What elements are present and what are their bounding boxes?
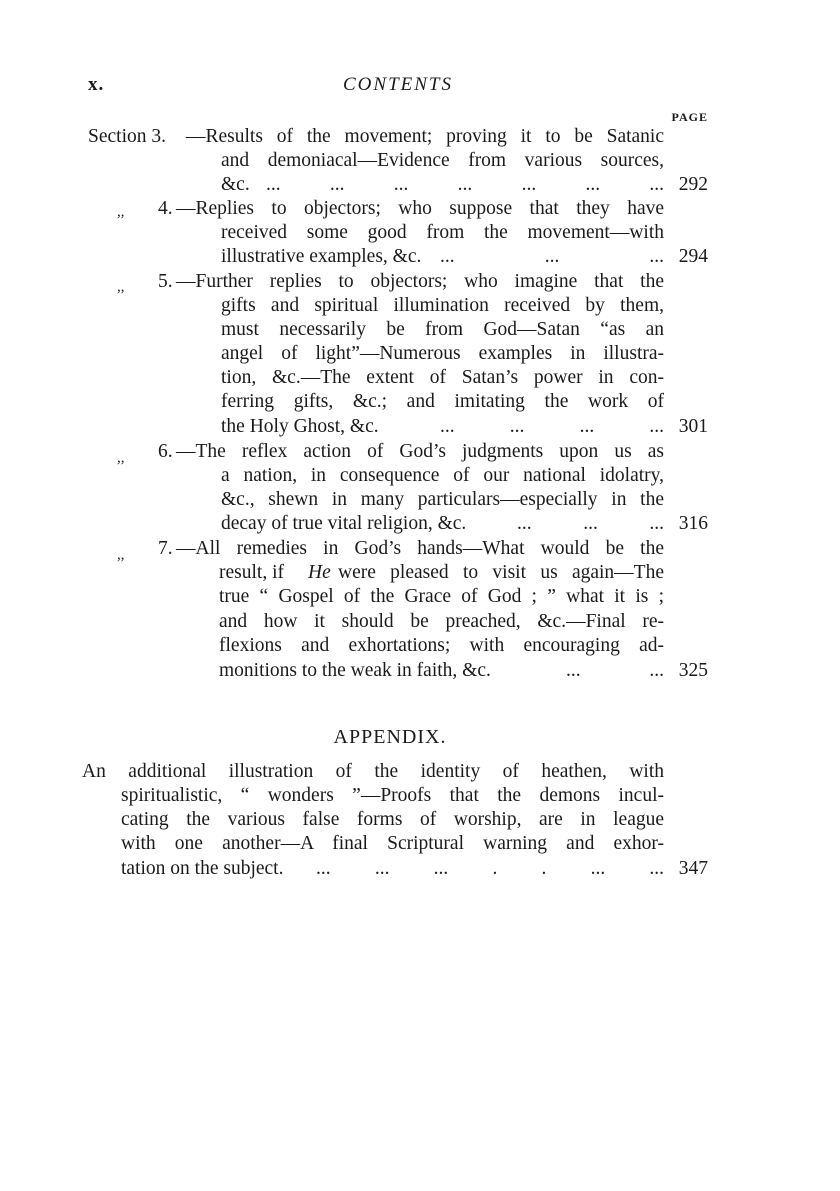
leader-dots: ... ... ...	[517, 513, 664, 534]
entry-line: —All remedies in God’s hands—What would be the	[176, 538, 664, 559]
entry-line: —Further replies to objectors; who imagine that the	[176, 271, 664, 292]
entry-line: the Holy Ghost, &c.	[221, 416, 379, 437]
emphasized-word: He	[308, 562, 331, 583]
entry-line: and demoniacal—Evidence from various sources,	[221, 150, 664, 171]
entry-line: An additional illustration of the identity of heathen, with	[82, 761, 664, 782]
ditto-mark: ,,	[117, 279, 125, 295]
entry-line: —The reflex action of God’s judgments upon us as	[176, 441, 664, 462]
ditto-mark: ,,	[117, 450, 125, 466]
entry-line: decay of true vital religion, &c.	[221, 513, 467, 534]
section-number: 5.	[158, 271, 173, 292]
page-ref: 292	[678, 174, 708, 195]
entry-line: gifts and spiritual illumination received by them,	[221, 295, 664, 316]
running-head	[88, 74, 708, 104]
page-number: x.	[88, 74, 105, 95]
leader-dots: ... ... ... . . ... ...	[316, 858, 664, 879]
entry-line: result, if	[219, 562, 284, 583]
entry-line: —Results of the movement; proving it to be Satanic	[186, 126, 664, 147]
entry-line: were pleased to visit us again—The	[338, 562, 664, 583]
page-column-label: PAGE	[671, 110, 708, 124]
entry-line: &c., shewn in many particulars—especially in the	[221, 489, 664, 510]
entry-line: tation on the subject.	[121, 858, 284, 879]
section-number: 7.	[158, 538, 173, 559]
entry-line: received some good from the movement—with	[221, 222, 664, 243]
entry-line: true “ Gospel of the Grace of God ; ” what it is ;	[219, 586, 664, 607]
entry-line: and how it should be preached, &c.—Final re-	[219, 611, 664, 632]
entry-line: angel of light”—Numerous examples in illustra-	[221, 343, 664, 364]
ditto-mark: ,,	[117, 204, 125, 220]
page-title: CONTENTS	[343, 74, 453, 95]
entry-line: illustrative examples, &c.	[221, 246, 422, 267]
leader-dots: ... ... ... ...	[440, 416, 664, 437]
entry-line: spiritualistic, “ wonders ”—Proofs that the demons incul-	[121, 785, 664, 806]
leader-dots: ... ... ...	[440, 246, 664, 267]
leader-dots: ... ...	[566, 660, 664, 681]
entry-line: ferring gifts, &c.; and imitating the work of	[221, 391, 664, 412]
page-ref: 316	[678, 513, 708, 534]
entry-line: with one another—A final Scriptural warning and exhor-	[121, 833, 664, 854]
entry-line: monitions to the weak in faith, &c.	[219, 660, 491, 681]
section-label: Section 3.	[88, 126, 166, 147]
ditto-mark: ,,	[117, 547, 125, 563]
appendix-heading: APPENDIX.	[333, 726, 447, 748]
page-ref: 347	[678, 858, 708, 879]
entry-line: a nation, in consequence of our national idolatry,	[221, 465, 664, 486]
section-number: 6.	[158, 441, 173, 462]
entry-line: —Replies to objectors; who suppose that they have	[176, 198, 664, 219]
entry-line: &c.	[221, 174, 250, 195]
page-ref: 301	[678, 416, 708, 437]
entry-line: flexions and exhortations; with encouraging ad-	[219, 635, 664, 656]
leader-dots: ... ... ... ... ... ... ...	[266, 174, 664, 195]
page-ref: 294	[678, 246, 708, 267]
page-ref: 325	[678, 660, 708, 681]
entry-line: tion, &c.—The extent of Satan’s power in con-	[221, 367, 664, 388]
entry-line: cating the various false forms of worship, are in league	[121, 809, 664, 830]
entry-line: must necessarily be from God—Satan “as an	[221, 319, 664, 340]
section-number: 4.	[158, 198, 173, 219]
